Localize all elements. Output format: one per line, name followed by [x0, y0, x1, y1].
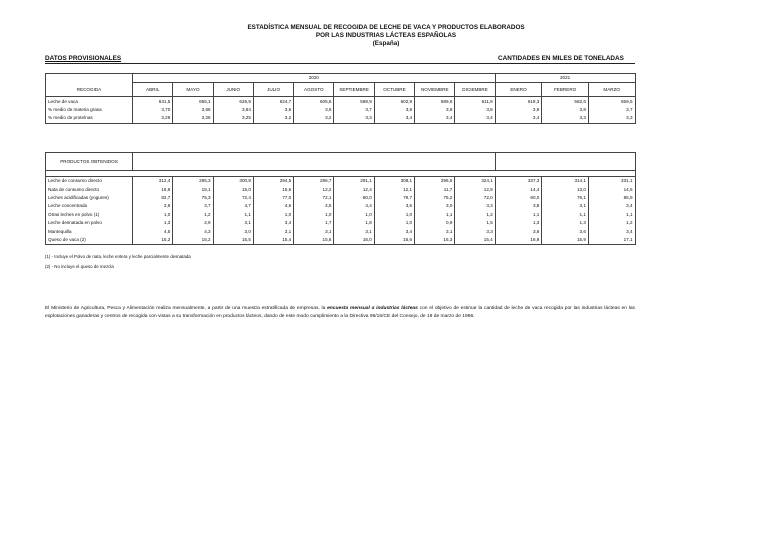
value-cell: 291,1: [334, 177, 374, 186]
value-cell: 3,3: [588, 114, 635, 123]
value-cell: 1,3: [495, 219, 542, 227]
productos-row: [46, 194, 636, 202]
recogida-header: RECOGIDA: [46, 83, 133, 97]
productos-row: [46, 202, 636, 210]
value-cell: 72,4: [213, 194, 253, 202]
value-cell: 655,1: [173, 97, 213, 106]
title-line-1: ESTADÍSTICA MENSUAL DE RECOGIDA DE LECHE DE VACA Y PRODUCTOS ELABORADOS: [247, 24, 525, 31]
value-cell: 80,0: [334, 194, 374, 202]
value-cell: 15,0: [213, 185, 253, 193]
productos-row: [46, 211, 636, 219]
value-cell: 1,0: [334, 211, 374, 219]
value-cell: 1,0: [374, 211, 414, 219]
value-cell: 3,6: [294, 106, 334, 114]
footnote-1: (1) - Incluye el Polvo de nata, leche entera y leche parcialmente desnatada: [45, 254, 191, 259]
row-label: % medio de proteínas: [46, 114, 133, 123]
value-cell: 611,9: [455, 97, 495, 106]
value-cell: 16,0: [334, 236, 374, 245]
value-cell: 4,5: [133, 227, 173, 235]
value-cell: 3,1: [253, 227, 293, 235]
value-cell: 1,3: [542, 219, 589, 227]
productos-header: PRODUCTOS OBTENIDOS: [46, 153, 133, 171]
row-label: Leche de consumo directo: [46, 177, 133, 186]
value-cell: 16,3: [415, 236, 455, 245]
value-cell: 3,4: [374, 227, 414, 235]
value-cell: 1,1: [213, 211, 253, 219]
row-label: Queso de vaca (2): [46, 236, 133, 245]
value-cell: 589,6: [415, 97, 455, 106]
value-cell: 602,9: [374, 97, 414, 106]
value-cell: 4,7: [213, 202, 253, 210]
value-cell: 1,2: [588, 219, 635, 227]
value-cell: 14,4: [495, 185, 542, 193]
month-header: JUNIO: [213, 83, 253, 97]
value-cell: 582,6: [542, 97, 589, 106]
value-cell: 3,3: [334, 114, 374, 123]
value-cell: 3,25: [213, 114, 253, 123]
value-cell: 11,7: [415, 185, 455, 193]
value-cell: 294,5: [253, 177, 293, 186]
productos-row: [46, 185, 636, 193]
value-cell: 3,1: [334, 227, 374, 235]
month-header: JULIO: [253, 83, 293, 97]
value-cell: 3,1: [542, 202, 589, 210]
value-cell: 3,4: [588, 202, 635, 210]
value-cell: 3,4: [415, 114, 455, 123]
value-cell: 14,5: [588, 185, 635, 193]
value-cell: 1,2: [173, 211, 213, 219]
value-cell: 72,0: [455, 194, 495, 202]
footnote-2: (2) - No incluye el queso de mezcla: [45, 264, 114, 269]
year-2020-header: 2020: [133, 74, 496, 83]
recogida-table: [45, 73, 636, 124]
value-cell: 15,9: [542, 236, 589, 245]
value-cell: 3,8: [455, 106, 495, 114]
recogida-row: [46, 97, 636, 106]
value-cell: 17,1: [588, 236, 635, 245]
value-cell: 285,3: [173, 177, 213, 186]
value-cell: 3,7: [173, 202, 213, 210]
row-label: Mantequilla: [46, 227, 133, 235]
provisional-data-label: DATOS PROVISIONALES: [45, 55, 122, 62]
productos-row: [46, 236, 636, 245]
value-cell: 1,8: [334, 219, 374, 227]
value-cell: 3,8: [495, 202, 542, 210]
value-cell: 1,5: [455, 219, 495, 227]
value-cell: 15,6: [253, 185, 293, 193]
value-cell: 3,8: [374, 106, 414, 114]
value-cell: 1,0: [253, 211, 293, 219]
value-cell: 1,1: [588, 211, 635, 219]
units-label: CANTIDADES EN MILES DE TONELADAS: [498, 55, 624, 62]
productos-header-2020-span: [133, 153, 496, 171]
row-label: % medio de materia grasa: [46, 106, 133, 114]
value-cell: 3,8: [542, 106, 589, 114]
value-cell: 3,0: [415, 202, 455, 210]
title-line-3: (España): [372, 40, 400, 47]
value-cell: 2,9: [173, 219, 213, 227]
productos-header-blank: [542, 153, 589, 171]
value-cell: 75,3: [173, 194, 213, 202]
month-header: ABRIL: [133, 83, 173, 97]
value-cell: 0,9: [415, 219, 455, 227]
value-cell: 3,29: [133, 114, 173, 123]
value-cell: 1,3: [133, 219, 173, 227]
paragraph-text-end: con el objetivo de estimar la cantidad de leche de vaca recogida por las industrias lácteas en las explotaciones ganaderas y centros de recogida con vistas a su transformación en productos lácteos, dando de este modo cumplimiento a la Directiva 96/16/CE del Consejo, de 19 de marzo de 1996.: [45, 306, 635, 319]
value-cell: 3,4: [588, 227, 635, 235]
value-cell: 1,7: [294, 219, 334, 227]
value-cell: 15,2: [173, 236, 213, 245]
value-cell: 1,1: [495, 211, 542, 219]
value-cell: 3,0: [213, 227, 253, 235]
row-label: Nata de consumo directo: [46, 185, 133, 193]
value-cell: 85,9: [588, 194, 635, 202]
value-cell: 337,3: [495, 177, 542, 186]
row-label: Leche concentrada: [46, 202, 133, 210]
value-cell: 3,8: [415, 106, 455, 114]
productos-row: [46, 177, 636, 186]
productos-row: [46, 219, 636, 227]
month-header: ENERO: [495, 83, 542, 97]
value-cell: 3,6: [374, 202, 414, 210]
value-cell: 324,1: [455, 177, 495, 186]
value-cell: 3,1: [213, 219, 253, 227]
value-cell: 3,64: [213, 106, 253, 114]
value-cell: 619,3: [495, 97, 542, 106]
value-cell: 1,1: [415, 211, 455, 219]
month-header: DICIEMBRE: [455, 83, 495, 97]
value-cell: 3,3: [542, 114, 589, 123]
value-cell: 15,5: [213, 236, 253, 245]
value-cell: 1,0: [374, 219, 414, 227]
value-cell: 15,6: [294, 236, 334, 245]
value-cell: 1,0: [133, 211, 173, 219]
value-cell: 631,5: [133, 97, 173, 106]
value-cell: 4,4: [334, 202, 374, 210]
value-cell: 12,4: [334, 185, 374, 193]
recogida-row: [46, 106, 636, 114]
value-cell: 12,9: [455, 185, 495, 193]
value-cell: 3,6: [495, 227, 542, 235]
value-cell: 13,0: [542, 185, 589, 193]
month-header: FEBRERO: [542, 83, 589, 97]
value-cell: 4,5: [294, 202, 334, 210]
productos-header-blank: [495, 153, 542, 171]
row-label: Otras leches en polvo (1): [46, 211, 133, 219]
value-cell: 76,1: [542, 194, 589, 202]
value-cell: 75,2: [415, 194, 455, 202]
value-cell: 3,4: [455, 114, 495, 123]
recogida-corner-cell: [46, 74, 133, 83]
paragraph-emphasis: encuesta mensual a industrias lácteas: [327, 306, 418, 311]
value-cell: 3,26: [173, 114, 213, 123]
value-cell: 626,9: [213, 97, 253, 106]
productos-row: [46, 227, 636, 235]
value-cell: 82,7: [133, 194, 173, 202]
value-cell: 331,1: [588, 177, 635, 186]
value-cell: 15,4: [455, 236, 495, 245]
value-cell: 3,66: [173, 106, 213, 114]
value-cell: 12,2: [294, 185, 334, 193]
value-cell: 296,5: [415, 177, 455, 186]
value-cell: 12,1: [374, 185, 414, 193]
value-cell: 3,7: [334, 106, 374, 114]
productos-table: [45, 152, 636, 245]
value-cell: 3,6: [253, 106, 293, 114]
value-cell: 1,0: [294, 211, 334, 219]
value-cell: 624,7: [253, 97, 293, 106]
value-cell: 3,4: [253, 219, 293, 227]
value-cell: 312,4: [133, 177, 173, 186]
value-cell: 3,9: [133, 202, 173, 210]
value-cell: 659,5: [588, 97, 635, 106]
value-cell: 308,1: [374, 177, 414, 186]
value-cell: 314,1: [542, 177, 589, 186]
value-cell: 300,8: [213, 177, 253, 186]
methodology-paragraph: [45, 305, 635, 321]
value-cell: 1,1: [542, 211, 589, 219]
value-cell: 16,9: [133, 185, 173, 193]
value-cell: 3,3: [455, 202, 495, 210]
value-cell: 15,2: [133, 236, 173, 245]
month-header: MARZO: [588, 83, 635, 97]
value-cell: 3,6: [542, 227, 589, 235]
value-cell: 3,1: [415, 227, 455, 235]
value-cell: 1,2: [455, 211, 495, 219]
value-cell: 286,7: [294, 177, 334, 186]
productos-header-blank: [588, 153, 635, 171]
row-label: Leche desnatada en polvo: [46, 219, 133, 227]
value-cell: 3,70: [133, 106, 173, 114]
month-header: MAYO: [173, 83, 213, 97]
value-cell: 15,4: [253, 236, 293, 245]
value-cell: 16,9: [495, 236, 542, 245]
value-cell: 3,1: [294, 227, 334, 235]
value-cell: 72,1: [294, 194, 334, 202]
title-line-2: POR LAS INDUSTRIAS LÁCTEAS ESPAÑOLAS: [315, 32, 457, 39]
row-label: Leche de vaca: [46, 97, 133, 106]
value-cell: 3,2: [253, 114, 293, 123]
value-cell: 588,9: [334, 97, 374, 106]
recogida-row: [46, 114, 636, 123]
value-cell: 80,0: [495, 194, 542, 202]
row-label: Leches acidificadas (yogures): [46, 194, 133, 202]
paragraph-text-start: El Ministerio de Agricultura, Pesca y Alimentación realiza mensualmente, a partir de una muestra estratificada de empresas, la: [45, 306, 328, 311]
value-cell: 3,9: [495, 106, 542, 114]
value-cell: 605,6: [294, 97, 334, 106]
month-header: AGOSTO: [294, 83, 334, 97]
month-header: SEPTIEMBRE: [334, 83, 374, 97]
value-cell: 3,3: [455, 227, 495, 235]
year-2021-header: 2021: [495, 74, 635, 83]
value-cell: 3,2: [294, 114, 334, 123]
header-rule: [45, 63, 635, 64]
value-cell: 18,1: [173, 185, 213, 193]
value-cell: 3,4: [495, 114, 542, 123]
value-cell: 4,6: [253, 202, 293, 210]
month-header: NOVIEMBRE: [415, 83, 455, 97]
value-cell: 77,0: [253, 194, 293, 202]
value-cell: 79,7: [374, 194, 414, 202]
value-cell: 3,4: [374, 114, 414, 123]
value-cell: 16,6: [374, 236, 414, 245]
value-cell: 4,3: [173, 227, 213, 235]
value-cell: 3,7: [588, 106, 635, 114]
month-header: OCTUBRE: [374, 83, 414, 97]
